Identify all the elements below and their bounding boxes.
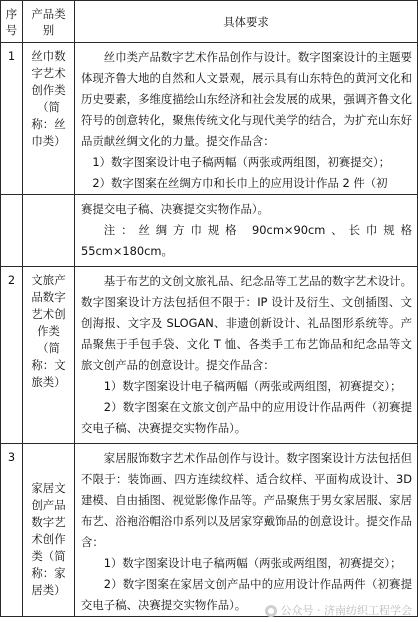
requirement-item: 1）数字图案设计电子稿两幅（两张或两组图，初赛提交）； — [92, 155, 391, 169]
requirement-item: 1）数字图案设计电子稿两幅（两张或两组图，初赛提交）； — [103, 556, 402, 570]
category-line: 作类 — [37, 324, 60, 338]
category-line: （简 — [37, 341, 60, 355]
watermark — [265, 604, 413, 618]
header-seq: 序 号 — [1, 1, 23, 43]
requirement-item: 2）数字图案在文旅文创产品中的应用设计作品两件（初赛提交电子稿、决赛提交实物作品）。 — [81, 400, 412, 435]
row-requirement — [75, 444, 418, 617]
wechat-logo-icon — [265, 605, 277, 617]
empty-cell — [23, 195, 75, 267]
requirement-item: 2）数字图案在丝绸方巾和长巾上的应用设计作品 2 件（初 — [92, 176, 388, 190]
row-category — [23, 43, 75, 195]
category-line: 字艺术 — [31, 66, 66, 80]
empty-cell — [1, 195, 23, 267]
category-line: 称：丝 — [31, 117, 66, 131]
category-line: 创作类 — [31, 83, 66, 97]
header-requirement: 具体要求 — [75, 1, 418, 43]
category-line: （简 — [37, 100, 60, 114]
category-line: 术创作 — [31, 532, 66, 546]
category-line: 创产品 — [31, 498, 66, 512]
category-line: 家居文 — [31, 481, 66, 495]
row-requirement — [75, 43, 418, 195]
row-category — [23, 267, 75, 444]
category-line: 文旅产 — [31, 273, 66, 287]
table-row — [1, 43, 418, 195]
category-line: 类（简 — [31, 549, 66, 563]
table-row — [1, 195, 418, 267]
category-line: 丝巾数 — [31, 49, 66, 63]
category-line: 称：文 — [31, 358, 66, 372]
row-number: 3 — [1, 444, 23, 617]
requirement-intro: 家居服饰数字艺术作品创作与设计。数字图案设计方法包括但不限于：装饰画、四方连续纹样、适合纹样、平面构成设计、3D 建模、自由插图、视觉影像作品等。产品聚焦于男女家居服、家居布艺、浴袍浴帽浴巾系列以及居家穿戴饰品的创意设计。提交作品含： — [81, 451, 412, 549]
requirement-intro: 丝巾类产品数字艺术作品创作与设计。数字图案设计的主题要体现齐鲁大地的自然和人文景观，展示具有山东特色的黄河文化和历史要素，多维度描绘山东经济和社会发展的成果，强调齐鲁文化符号的创意转化，聚焦传统文化与现代美学的结合，为扩充山东好品贡献丝绸文化的力量。提交作品含： — [81, 50, 412, 148]
requirement-item: 2）数字图案在家居文创产品中的应用设计作品两件（初赛提交电子稿、决赛提交实物作品）。 — [81, 577, 412, 612]
requirement-intro: 基于布艺的文创文旅礼品、纪念品等工艺品的数字艺术设计。数字图案设计方法包括但不限于：IP 设计及衍生、文创插图、文创海报、文字及 SLOGAN、非遗创新设计、礼品图形系统等。产品聚焦于手包手袋、文化 T 恤、各类手工布艺饰品和纪念品等文旅文创产品的创意设计。提交作品含： — [81, 274, 412, 372]
header-category: 产品类 别 — [23, 1, 75, 43]
category-line: 数字艺 — [31, 515, 66, 529]
row-category — [23, 444, 75, 617]
table-row — [1, 444, 418, 617]
watermark-text: 公众号 · 济南纺织工程学会 — [280, 604, 412, 617]
category-line: 巾类） — [31, 134, 66, 148]
category-line: 艺术创 — [31, 307, 66, 321]
table-row — [1, 267, 418, 444]
requirement-item: 1）数字图案设计电子稿两幅（两张或两组图，初赛提交）； — [103, 379, 402, 393]
category-line: 居类） — [31, 583, 66, 597]
row-number: 2 — [1, 267, 23, 444]
category-line: 称：家 — [31, 566, 66, 580]
requirement-continuation: 赛提交电子稿、决赛提交实物作品）。 — [81, 202, 269, 216]
category-line: 旅类） — [31, 375, 66, 389]
row-requirement — [75, 195, 418, 267]
table-header-row — [1, 1, 418, 43]
row-number: 1 — [1, 43, 23, 195]
requirement-note: 注：丝绸方巾规格 90cm×90cm、长巾规格 55cm×180cm。 — [81, 223, 412, 258]
category-line: 品数字 — [31, 290, 66, 304]
row-requirement — [75, 267, 418, 444]
